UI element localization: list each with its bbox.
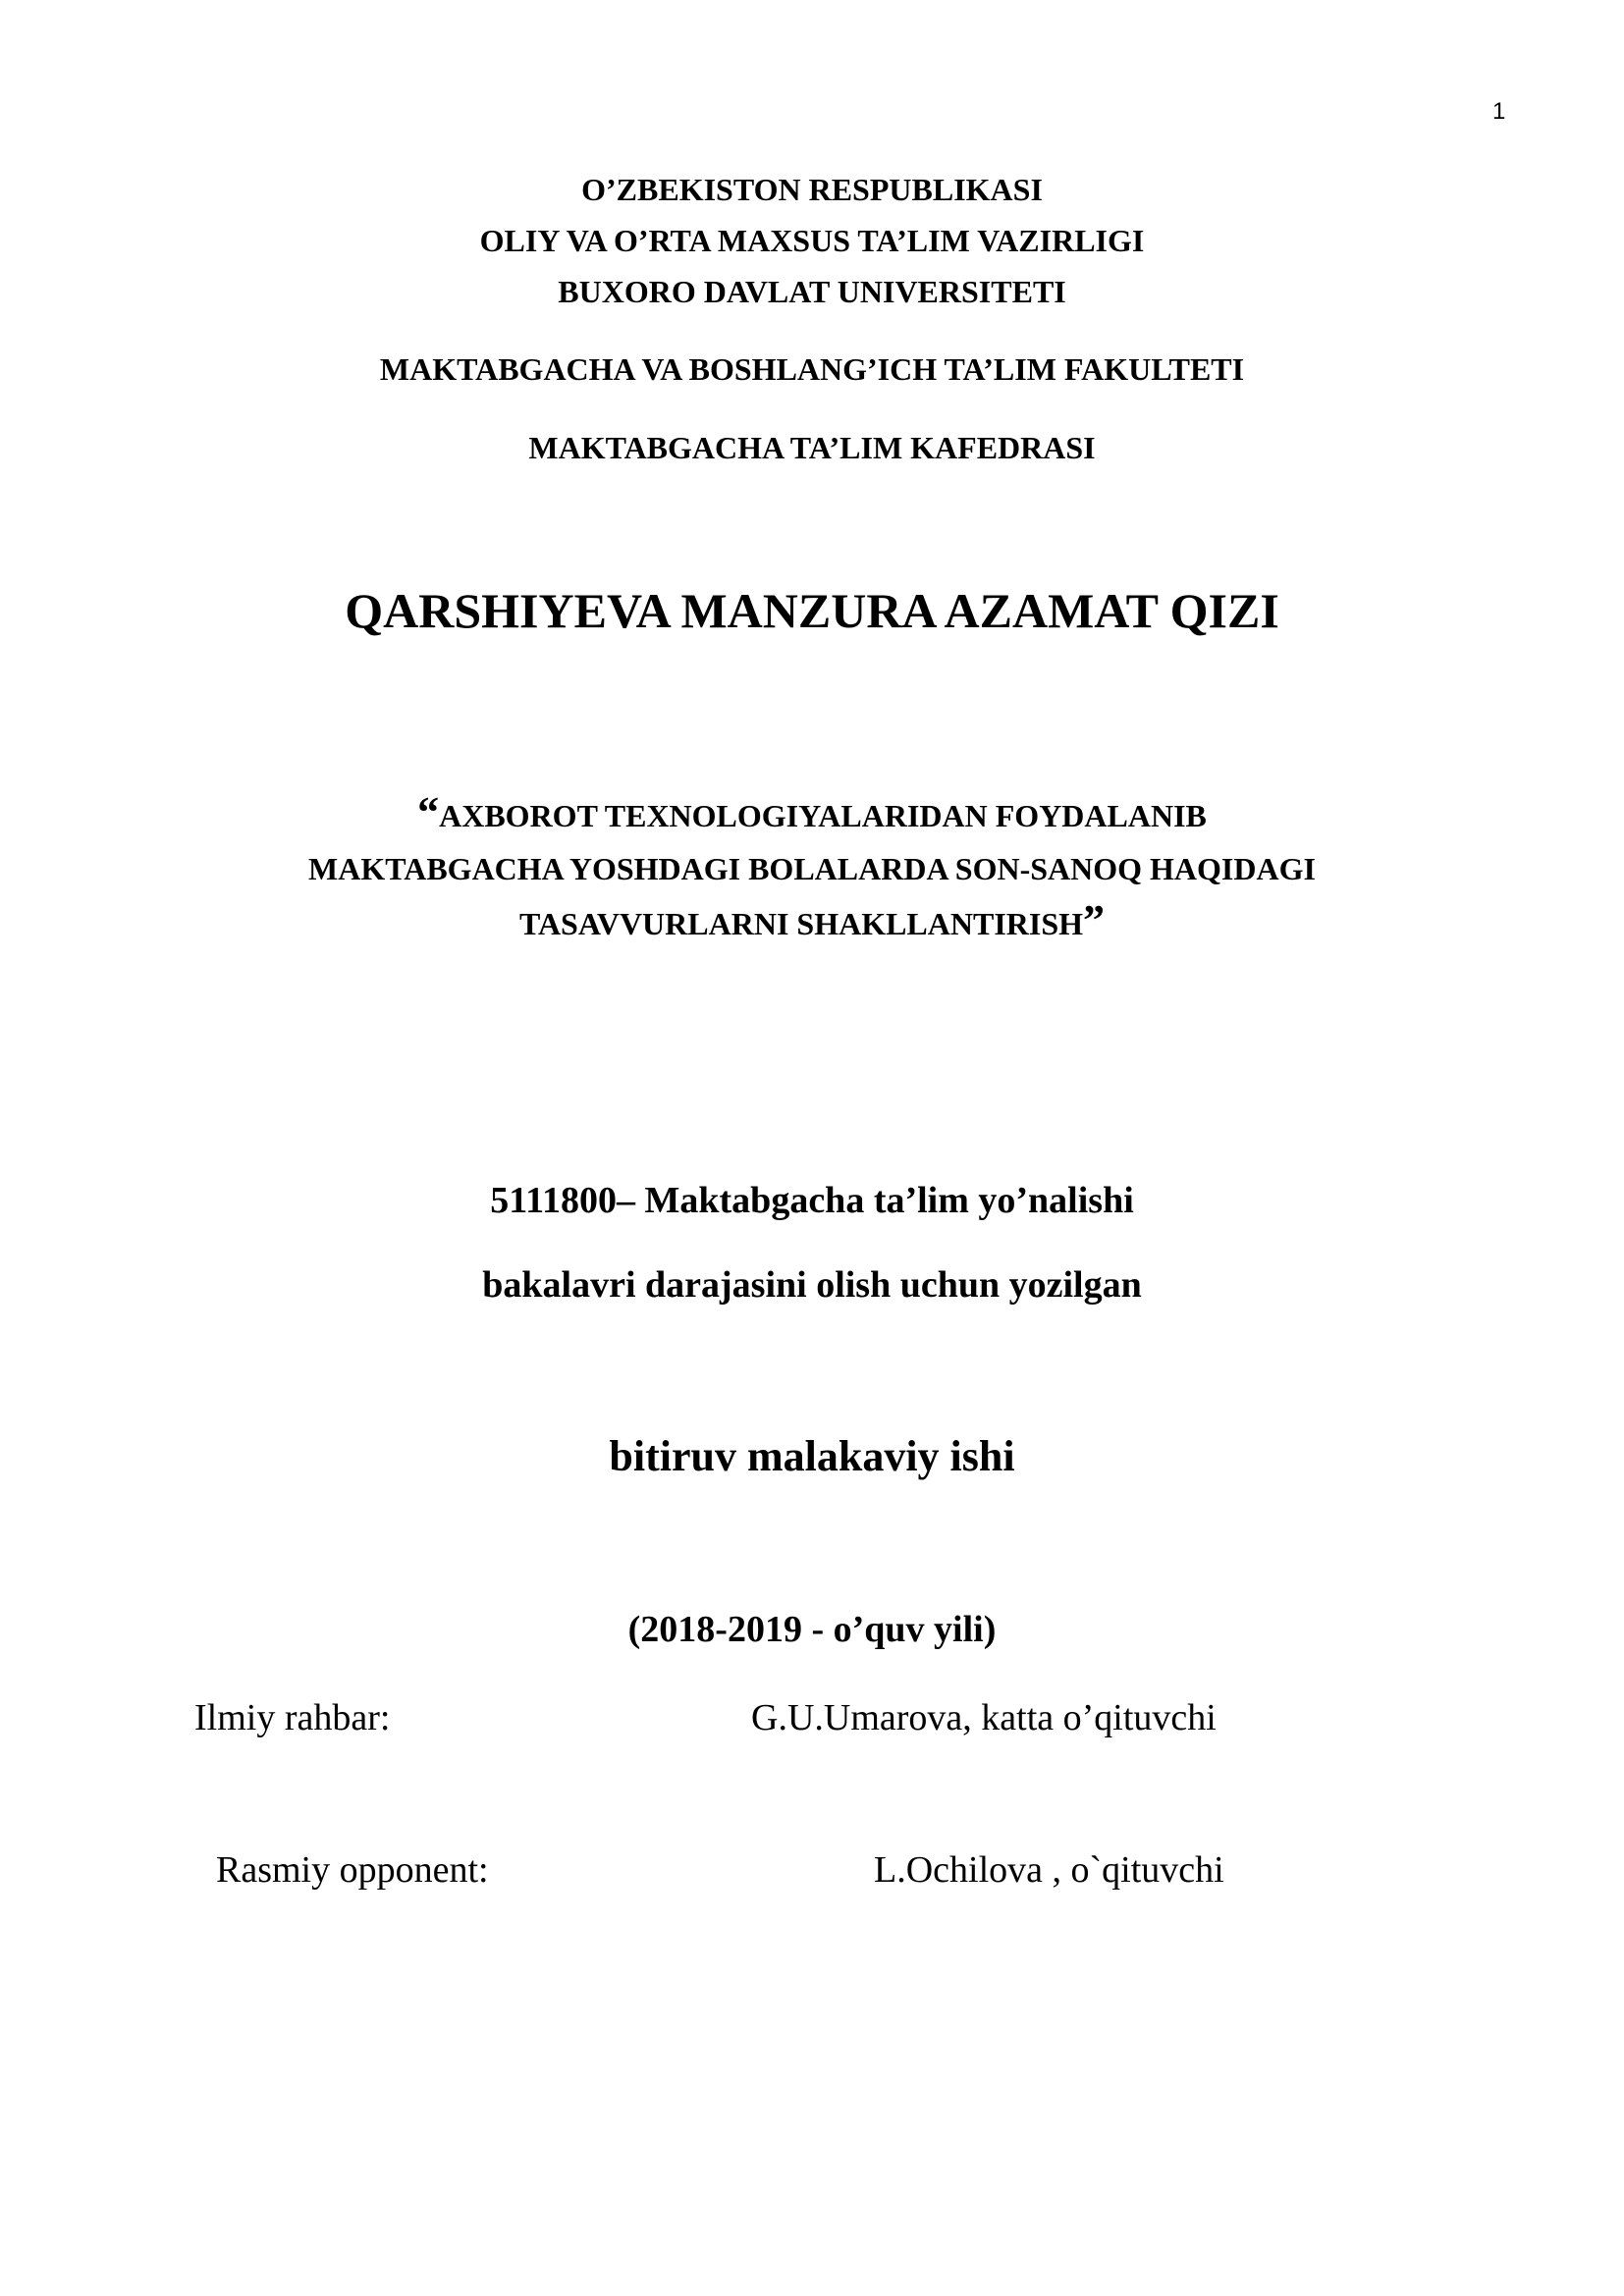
- thesis-open-quote: “: [417, 788, 440, 836]
- thesis-title-line-1: [0, 788, 1624, 836]
- supervisor-label: Ilmiy rahbar:: [194, 1697, 391, 1738]
- thesis-title-line-3: [0, 896, 1624, 944]
- work-type: bitiruv malakaviy ishi: [609, 1432, 1015, 1480]
- thesis-title-line-2: MAKTABGACHA YOSHDAGI BOLALARDA SON-SANOQ HAQIDAGI: [308, 851, 1316, 886]
- author-name: QARSHIYEVA MANZURA AZAMAT QIZI: [345, 583, 1279, 638]
- thesis-title-text-3: TASAVVURLARNI SHAKLLANTIRISH: [518, 906, 1084, 941]
- opponent-name: L.Ochilova , o`qituvchi: [874, 1849, 1224, 1891]
- degree-line-1: 5111800– Maktabgacha ta’lim yo’nalishi: [490, 1180, 1134, 1221]
- thesis-close-quote: ”: [1083, 896, 1106, 944]
- header-university: BUXORO DAVLAT UNIVERSITETI: [558, 274, 1066, 309]
- degree-line-2: bakalavri darajasini olish uchun yozilgan: [482, 1264, 1142, 1306]
- thesis-title-text-1: AXBOROT TEXNOLOGIYALARIDAN FOYDALANIB: [439, 798, 1207, 833]
- header-ministry: OLIY VA O’RTA MAXSUS TA’LIM VAZIRLIGI: [479, 223, 1145, 258]
- header-country: O’ZBEKISTON RESPUBLIKASI: [581, 172, 1043, 207]
- page-number: 1: [1492, 98, 1506, 125]
- header-faculty: MAKTABGACHA VA BOSHLANG’ICH TA’LIM FAKULTETI: [379, 351, 1245, 387]
- header-department: MAKTABGACHA TA’LIM KAFEDRASI: [528, 430, 1096, 465]
- academic-year: (2018-2019 - o’quv yili): [627, 1609, 997, 1650]
- supervisor-name: G.U.Umarova, katta o’qituvchi: [751, 1697, 1217, 1738]
- opponent-label: Rasmiy opponent:: [216, 1849, 489, 1891]
